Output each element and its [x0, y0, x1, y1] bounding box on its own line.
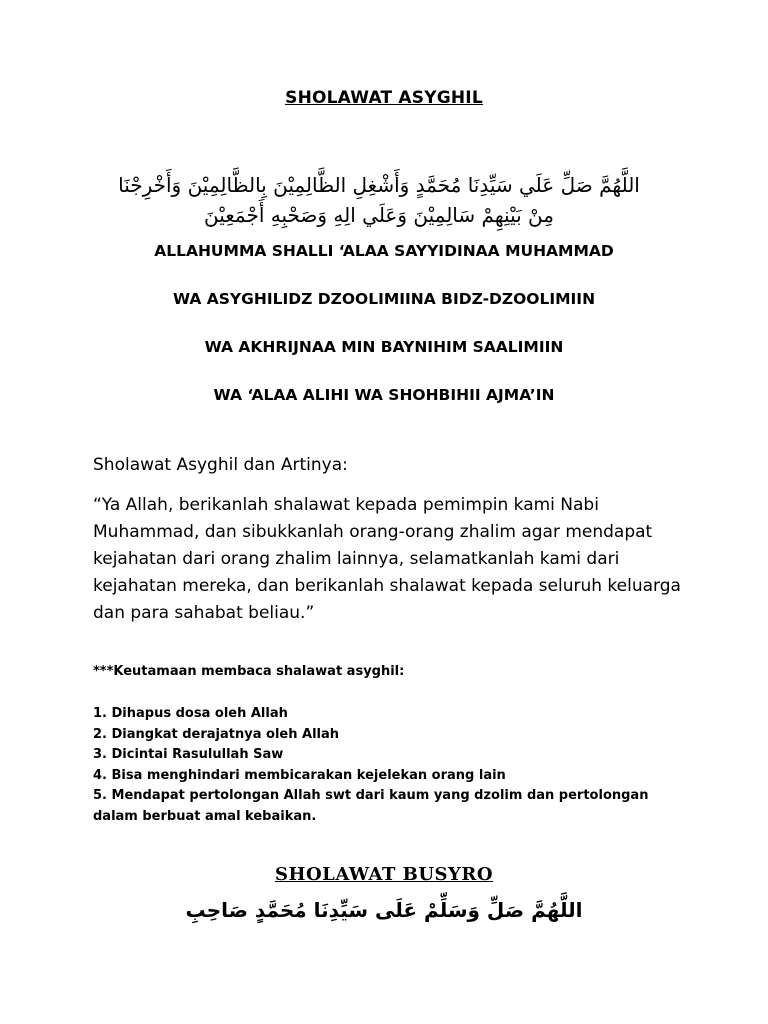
benefits-list: [93, 704, 653, 827]
list-item: 1. Dihapus dosa oleh Allah: [93, 706, 288, 721]
list-item: 5. Mendapat pertolongan Allah swt dari kaum yang dzolim dan pertolongan dalam berbuat amal kebaikan.: [93, 788, 649, 824]
document-title: SHOLAWAT ASYGHIL: [285, 88, 483, 108]
busyro-arabic-text: اللَّهُمَّ صَلِّ وَسَلِّمْ عَلَى سَيِّدِنَا مُحَمَّدٍ صَاحِبِ: [185, 898, 583, 922]
list-item: 2. Diangkat derajatnya oleh Allah: [93, 726, 340, 742]
keutamaan-heading: ***Keutamaan membaca shalawat asyghil:: [93, 664, 405, 679]
busyro-title: SHOLAWAT BUSYRO: [274, 864, 493, 885]
list-item: 4. Bisa menghindari membicarakan kejelekan orang lain: [93, 767, 506, 783]
translation-paragraph: “Ya Allah, berikanlah shalawat kepada pemimpin kami Nabi Muhammad, dan sibukkanlah orang-orang zhalim agar mendapat kejahatan dari orang zhalim lainnya, selamatkanlah kami dari kejahatan mereka, dan berikanlah shalawat kepada seluruh keluarga dan para sahabat beliau.”: [93, 495, 681, 623]
arabic-line: اللَّهُمَّ صَلِّ عَلَي سَيِّدِنَا مُحَمَّدٍ وَأَشْغِلِ الظَّالِمِيْنَ بِالظَّالِمِيْنَ وَأَخْرِجْنَا: [118, 173, 640, 197]
arabic-prayer-text: [90, 170, 668, 230]
meaning-heading: Sholawat Asyghil dan Artinya:: [93, 455, 348, 475]
latin-line: ALLAHUMMA SHALLI ‘ALAA SAYYIDINAA MUHAMMAD: [154, 242, 614, 260]
arabic-line: مِنْ بَيْنِهِمْ سَالِمِيْنَ وَعَلَي الِهِ وَصَحْبِهِ أَجْمَعِيْنَ: [204, 203, 554, 227]
latin-line: WA ASYGHILIDZ DZOOLIMIINA BIDZ-DZOOLIMIIN: [172, 290, 596, 308]
list-item: 3. Dicintai Rasulullah Saw: [93, 747, 284, 762]
latin-line: WA ‘ALAA ALIHI WA SHOHBIHII AJMA’IN: [213, 386, 555, 404]
latin-line: WA AKHRIJNAA MIN BAYNIHIM SAALIMIIN: [204, 338, 564, 356]
